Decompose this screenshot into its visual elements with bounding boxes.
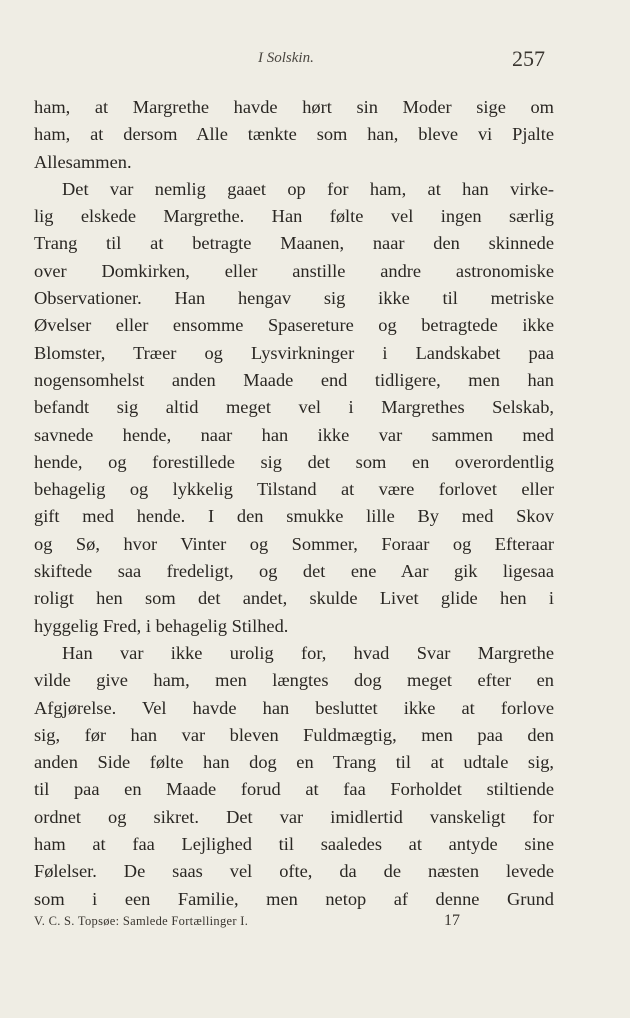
page-footer bbox=[34, 910, 554, 940]
text-line: Det var nemlig gaaet op for ham, at han virke- bbox=[62, 178, 554, 199]
text-line: som i een Familie, men netop af denne Grund bbox=[34, 888, 554, 909]
text-line: Afgjørelse. Vel havde han besluttet ikke at forlove bbox=[34, 697, 554, 718]
body-text bbox=[34, 94, 554, 913]
text-line: hende, og forestillede sig det som en overordentlig bbox=[34, 451, 554, 472]
text-line: nogensomhelst anden Maade end tidligere, men han bbox=[34, 369, 554, 390]
sheet-number: 17 bbox=[444, 912, 460, 929]
text-line: gift med hende. I den smukke lille By med Skov bbox=[34, 506, 554, 527]
text-line: og Sø, hvor Vinter og Sommer, Foraar og Efteraar bbox=[34, 533, 554, 554]
page-header bbox=[0, 46, 630, 76]
text-line: Observationer. Han hengav sig ikke til metriske bbox=[34, 288, 554, 309]
text-line: Han var ikke urolig for, hvad Svar Margrethe bbox=[62, 642, 554, 663]
text-line: Følelser. De saas vel ofte, da de næsten levede bbox=[34, 861, 554, 882]
text-line: Øvelser eller ensomme Spasereture og betragtede ikke bbox=[34, 315, 554, 336]
printer-signature: V. C. S. Topsøe: Samlede Fortællinger I. bbox=[34, 914, 249, 928]
text-line: befandt sig altid meget vel i Margrethes Selskab, bbox=[34, 397, 554, 418]
text-line: roligt hen som det andet, skulde Livet glide hen i bbox=[34, 588, 554, 609]
text-line: ham at faa Lejlighed til saaledes at antyde sine bbox=[34, 834, 554, 855]
text-line: Allesammen. bbox=[34, 151, 132, 172]
text-line: anden Side følte han dog en Trang til at udtale sig, bbox=[34, 752, 554, 773]
text-line: ham, at dersom Alle tænkte som han, bleve vi Pjalte bbox=[34, 124, 554, 145]
page-number: 257 bbox=[512, 46, 545, 71]
text-line: sig, før han var bleven Fuldmægtig, men paa den bbox=[34, 724, 554, 745]
text-line: over Domkirken, eller anstille andre astronomiske bbox=[34, 260, 554, 281]
text-line: lig elskede Margrethe. Han følte vel ingen særlig bbox=[34, 206, 554, 227]
text-line: Trang til at betragte Maanen, naar den skinnede bbox=[34, 233, 554, 254]
text-line: til paa en Maade forud at faa Forholdet stiltiende bbox=[34, 779, 554, 800]
text-line: vilde give ham, men længtes dog meget efter en bbox=[34, 670, 554, 691]
text-line: skiftede saa fredeligt, og det ene Aar gik ligesaa bbox=[34, 561, 554, 582]
text-line: hyggelig Fred, i behagelig Stilhed. bbox=[34, 615, 289, 636]
text-line: ordnet og sikret. Det var imidlertid vanskeligt for bbox=[34, 806, 554, 827]
text-line: behagelig og lykkelig Tilstand at være forlovet eller bbox=[34, 479, 554, 500]
text-line: ham, at Margrethe havde hørt sin Moder sige om bbox=[34, 97, 554, 117]
text-line: savnede hende, naar han ikke var sammen med bbox=[34, 424, 554, 445]
running-title: I Solskin. bbox=[258, 50, 314, 66]
text-line: Blomster, Træer og Lysvirkninger i Landskabet paa bbox=[34, 342, 554, 363]
